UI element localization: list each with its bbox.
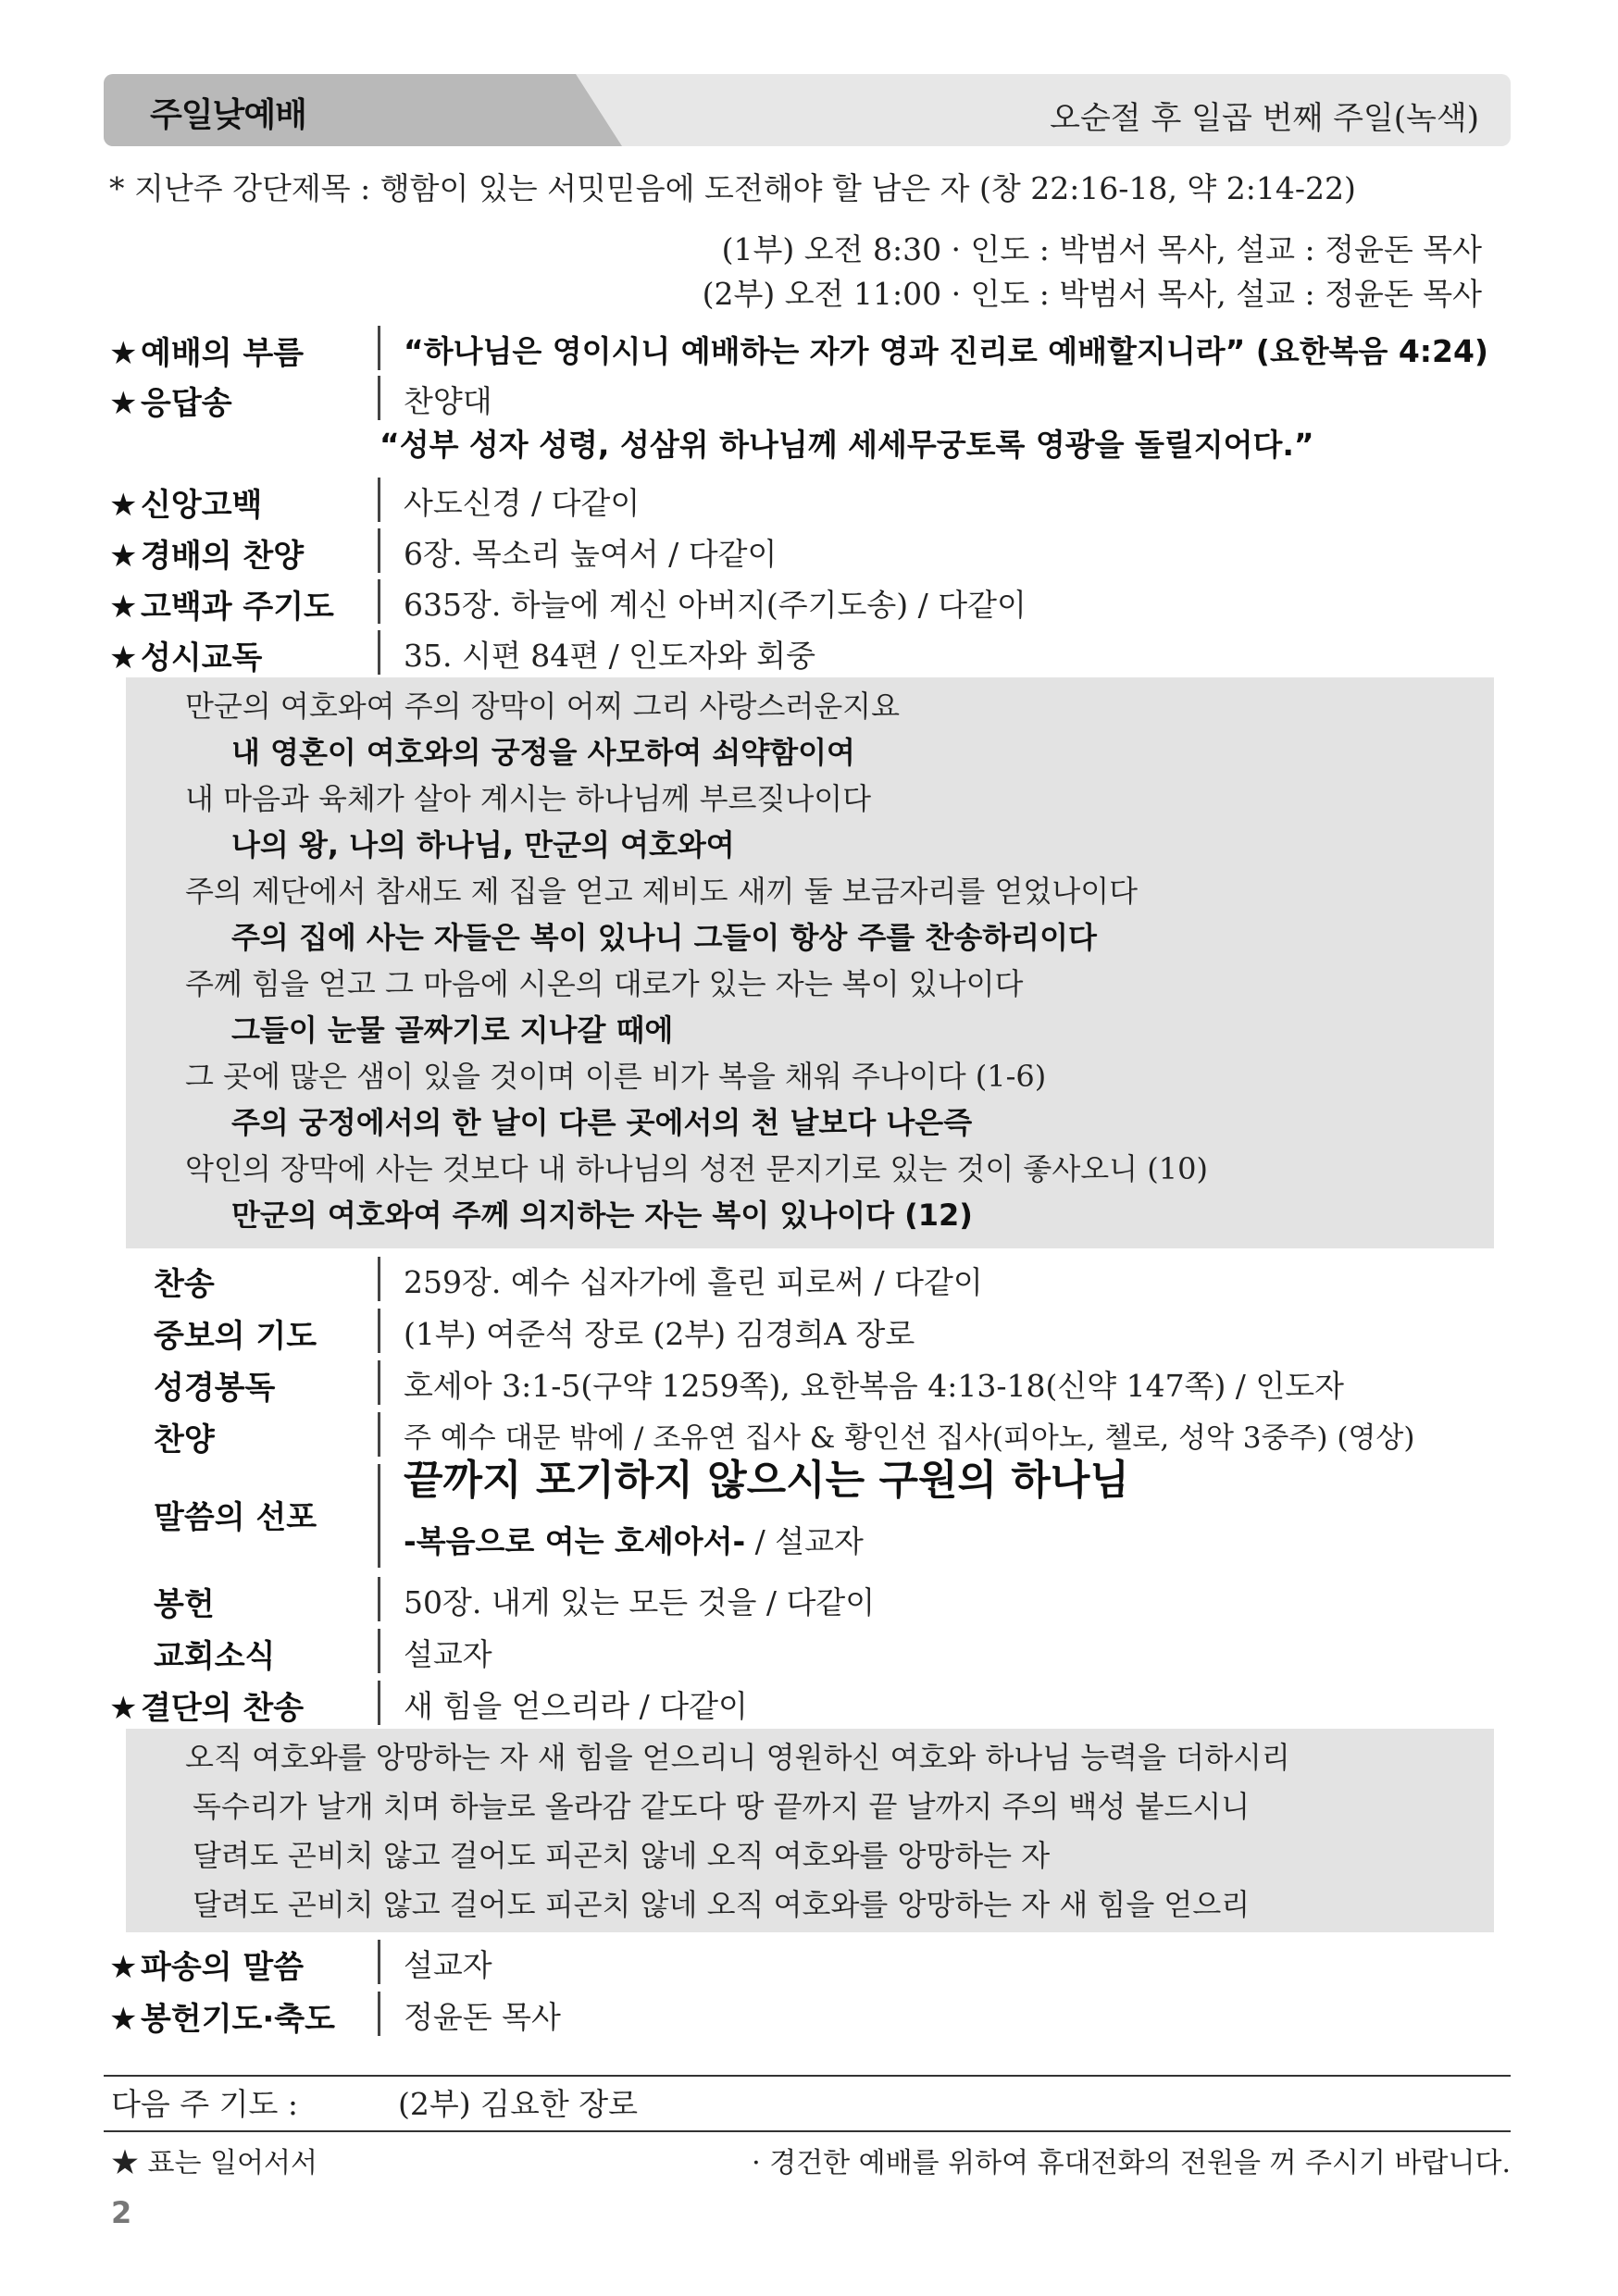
star-icon: ★ (109, 589, 138, 626)
order-item (109, 474, 1498, 526)
order-value: 사도신경 / 다같이 (404, 485, 641, 521)
order-item (109, 525, 1498, 577)
service-time-2: (2부) 오전 11:00 · 인도 : 박범서 목사, 설교 : 정윤돈 목사 (702, 276, 1482, 312)
lyric-line: 달려도 곤비치 않고 걸어도 피곤치 않네 오직 여호와를 앙망하는 자 새 힘을 얻으리 (193, 1887, 1251, 1922)
order-label: 신앙고백 (141, 487, 263, 524)
order-label: 경배의 찬양 (141, 538, 305, 575)
section-title: 주일낮예배 (150, 96, 306, 134)
divider (378, 630, 380, 675)
reading-line: 그 곳에 많은 샘이 있을 것이며 이른 비가 복을 채워 주나이다 (1-6) (185, 1059, 1047, 1094)
section-header (104, 74, 1511, 146)
sermon-subtitle (404, 1518, 864, 1561)
doxology-response: “성부 성자 성령, 성삼위 하나님께 세세무궁토록 영광을 돌릴지어다.” (380, 427, 1314, 463)
divider (378, 1681, 380, 1725)
reading-line: 주의 집에 사는 자들은 복이 있나니 그들이 항상 주를 찬송하리이다 (231, 920, 1097, 955)
order-label: 교회소식 (154, 1638, 276, 1675)
sermon-preacher: / 설교자 (745, 1523, 864, 1559)
reading-line: 주께 힘을 얻고 그 마음에 시온의 대로가 있는 자는 복이 있나이다 (185, 966, 1024, 1001)
order-value: 주 예수 대문 밖에 / 조유연 집사 & 황인선 집사(피아노, 첼로, 성악 3중주) (영상) (404, 1421, 1415, 1455)
order-value: 찬양대 (404, 383, 492, 419)
divider (378, 1629, 380, 1673)
order-label: 찬송 (154, 1266, 215, 1303)
star-icon: ★ (109, 1949, 138, 1986)
sermon-series: -복음으로 여는 호세아서- (404, 1523, 746, 1559)
footer-rule-top (104, 2075, 1511, 2077)
divider (378, 1257, 380, 1301)
order-item (109, 1988, 1498, 2040)
order-value: 259장. 예수 십자가에 흘린 피로써 / 다같이 (404, 1264, 983, 1300)
star-icon: ★ (109, 385, 138, 422)
sermon-title: 끝까지 포기하지 않으시는 구원의 하나님 (404, 1457, 1129, 1504)
order-label: 찬양 (154, 1421, 215, 1458)
order-label: 고백과 주기도 (141, 589, 334, 626)
order-value: (1부) 여준석 장로 (2부) 김경희A 장로 (404, 1316, 915, 1352)
order-item (109, 1936, 1498, 1988)
star-icon: ★ (109, 487, 138, 524)
order-value: 35. 시편 84편 / 인도자와 회중 (404, 638, 815, 674)
divider (378, 1940, 380, 1984)
order-label: 말씀의 선포 (154, 1499, 317, 1536)
reading-line: 악인의 장막에 사는 것보다 내 하나님의 성전 문지기로 있는 것이 좋사오니 (10) (185, 1151, 1208, 1186)
order-item (109, 1305, 1498, 1357)
reading-line: 나의 왕, 나의 하나님, 만군의 여호와여 (231, 827, 735, 863)
order-item (109, 1573, 1498, 1625)
order-value: 635장. 하늘에 계신 아버지(주기도송) / 다같이 (404, 587, 1027, 623)
order-value: 호세아 3:1-5(구약 1259쪽), 요한복음 4:13-18(신약 147쪽) / 인도자 (404, 1368, 1345, 1404)
order-item (109, 372, 1498, 424)
order-label: 결단의 찬송 (141, 1690, 305, 1727)
reading-line: 만군의 여호와여 주의 장막이 어찌 그리 사랑스러운지요 (185, 689, 901, 724)
order-value: 6장. 목소리 높여서 / 다같이 (404, 536, 778, 572)
order-value: 새 힘을 얻으리라 / 다같이 (404, 1688, 748, 1724)
reading-line: 주의 궁정에서의 한 날이 다른 곳에서의 천 날보다 나은즉 (231, 1105, 973, 1140)
page-number: 2 (111, 2195, 132, 2230)
order-item (109, 322, 1498, 374)
order-item (109, 576, 1498, 627)
lyric-line: 독수리가 날개 치며 하늘로 올라감 같도다 땅 끝까지 끝 날까지 주의 백성 붙드시니 (193, 1789, 1251, 1824)
order-label: 봉헌 (154, 1586, 215, 1623)
order-value: 설교자 (404, 1636, 492, 1672)
standing-note: ★ 표는 일어서서 (111, 2147, 317, 2179)
order-label: 파송의 말씀 (141, 1949, 305, 1986)
reading-line: 주의 제단에서 참새도 제 집을 얻고 제비도 새끼 둘 보금자리를 얻었나이다 (185, 874, 1139, 909)
service-time-1: (1부) 오전 8:30 · 인도 : 박범서 목사, 설교 : 정윤돈 목사 (721, 231, 1482, 267)
divider (378, 1992, 380, 2036)
divider (378, 376, 380, 420)
lyric-line: 달려도 곤비치 않고 걸어도 피곤치 않네 오직 여호와를 앙망하는 자 (193, 1838, 1051, 1873)
star-icon: ★ (109, 538, 138, 575)
liturgical-season: 오순절 후 일곱 번째 주일(녹색) (1050, 100, 1479, 137)
order-item (109, 627, 1498, 678)
order-value: 50장. 내게 있는 모든 것을 / 다같이 (404, 1584, 876, 1620)
divider (378, 326, 380, 370)
reading-line: 내 영혼이 여호와의 궁정을 사모하여 쇠약함이여 (231, 735, 855, 770)
divider (378, 528, 380, 573)
order-item (109, 1625, 1498, 1677)
reading-line: 내 마음과 육체가 살아 계시는 하나님께 부르짖나이다 (185, 781, 872, 816)
order-label: 봉헌기도·축도 (141, 2001, 335, 2038)
next-week-label: 다음 주 기도 : (111, 2086, 298, 2122)
star-icon: ★ (109, 335, 138, 372)
footer-rule-bottom (104, 2130, 1511, 2132)
phone-notice: · 경건한 예배를 위하여 휴대전화의 전원을 꺼 주시기 바랍니다. (752, 2147, 1511, 2179)
order-item (109, 1677, 1498, 1729)
lyric-line: 오직 여호와를 앙망하는 자 새 힘을 얻으리니 영원하신 여호와 하나님 능력을 더하시리 (185, 1740, 1290, 1775)
order-label: 예배의 부름 (141, 335, 305, 372)
star-icon: ★ (109, 2001, 138, 2038)
divider (378, 1577, 380, 1621)
star-icon: ★ (109, 639, 138, 676)
divider (378, 1360, 380, 1405)
divider (378, 579, 380, 624)
divider (378, 1464, 380, 1568)
next-week-prayer: (2부) 김요한 장로 (398, 2086, 638, 2122)
reading-line: 그들이 눈물 골짜기로 지나갈 때에 (231, 1012, 674, 1048)
divider (378, 1309, 380, 1353)
order-label: 성경봉독 (154, 1370, 276, 1407)
order-value: 설교자 (404, 1947, 492, 1983)
order-item (109, 1357, 1498, 1409)
star-icon: ★ (109, 1690, 138, 1727)
last-week-sermon-note: * 지난주 강단제목 : 행함이 있는 서밋믿음에 도전해야 할 남은 자 (창 22:16-18, 약 2:14-22) (109, 170, 1356, 206)
order-value: “하나님은 영이시니 예배하는 자가 영과 진리로 예배할지니라” (요한복음 4:24) (404, 333, 1488, 369)
divider (378, 1412, 380, 1457)
order-label: 성시교독 (141, 639, 263, 676)
divider (378, 478, 380, 522)
order-value: 정윤돈 목사 (404, 1999, 561, 2035)
order-label: 중보의 기도 (154, 1318, 317, 1355)
order-item (109, 1253, 1498, 1305)
reading-line: 만군의 여호와여 주께 의지하는 자는 복이 있나이다 (12) (231, 1198, 973, 1233)
order-label: 응답송 (141, 385, 232, 422)
